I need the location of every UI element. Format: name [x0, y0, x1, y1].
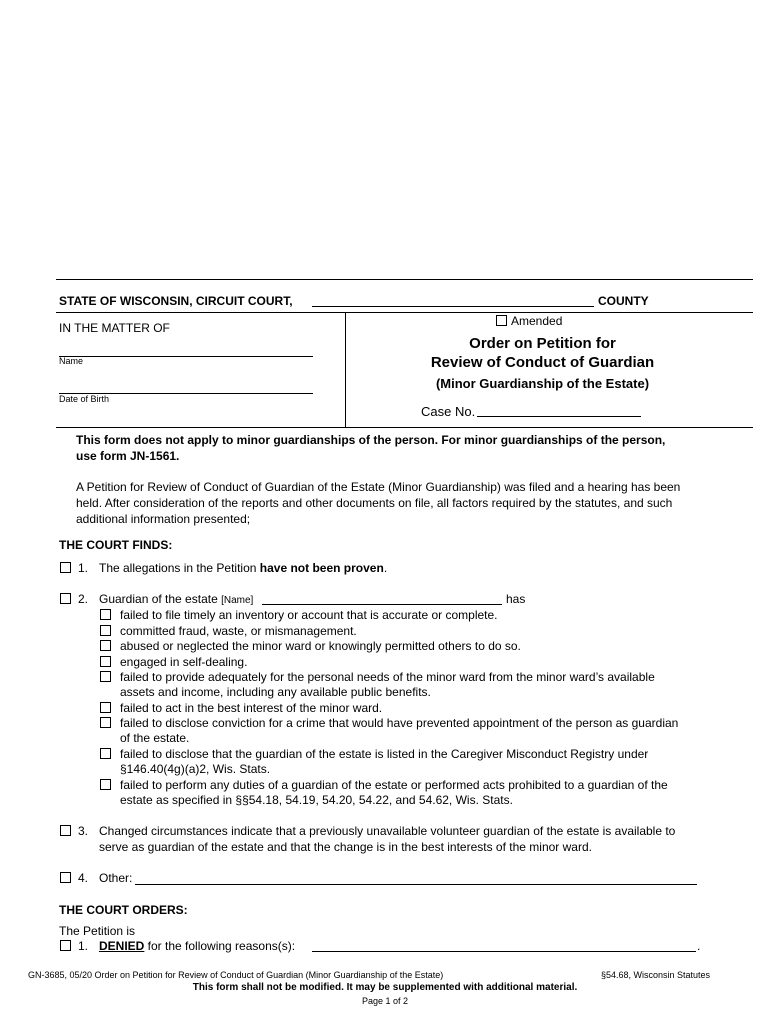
finding-1-number: 1. — [78, 561, 89, 575]
findings-heading: THE COURT FINDS: — [59, 538, 173, 552]
subfinding-1-checkbox[interactable] — [100, 609, 111, 620]
order-1-checkbox[interactable] — [60, 940, 71, 951]
county-name-field[interactable] — [312, 306, 594, 307]
footer-notice: This form shall not be modified. It may be supplemented with additional material. — [192, 982, 578, 993]
subfinding-9-text-line1: failed to perform any duties of a guardian of the estate or performed acts prohibited to a guardian of the — [120, 778, 668, 792]
in-the-matter-of-label: IN THE MATTER OF — [59, 321, 170, 335]
intro-line3: additional information presented; — [76, 512, 251, 526]
orders-heading: THE COURT ORDERS: — [59, 903, 188, 917]
form-title-line2: Review of Conduct of Guardian — [430, 354, 655, 371]
order-1-end: . — [697, 939, 701, 953]
notice-line2: use form JN-1561. — [76, 449, 180, 463]
name-field[interactable] — [59, 356, 313, 357]
order-1-number: 1. — [78, 939, 89, 953]
case-number-field[interactable] — [477, 416, 641, 417]
caption-bottom-rule — [56, 427, 753, 428]
subfinding-7-text-line1: failed to disclose conviction for a crime that would have prevented appointment of the person as guardian — [120, 716, 679, 730]
denial-reasons-field[interactable] — [312, 951, 696, 952]
form-subtitle: (Minor Guardianship of the Estate) — [435, 376, 650, 391]
finding-3-number: 3. — [78, 824, 89, 838]
finding-3-checkbox[interactable] — [60, 825, 71, 836]
finding-2-suffix: has — [506, 592, 526, 606]
other-finding-field[interactable] — [135, 884, 697, 885]
subfinding-7-text-line2: of the estate. — [120, 731, 190, 745]
county-label: COUNTY — [598, 294, 649, 308]
caption-divider — [345, 312, 346, 427]
footer-form-id: GN-3685, 05/20 Order on Petition for Review of Conduct of Guardian (Minor Guardianship of the Estate) — [28, 970, 444, 980]
subfinding-6-checkbox[interactable] — [100, 702, 111, 713]
header-bottom-rule — [56, 312, 753, 313]
subfinding-8-text-line2: §146.40(4g)(a)2, Wis. Stats. — [120, 762, 271, 776]
footer-statute: §54.68, Wisconsin Statutes — [600, 970, 710, 980]
name-hint: [Name] — [221, 595, 254, 606]
subfinding-5-checkbox[interactable] — [100, 671, 111, 682]
finding-2-prefix: Guardian of the estate [Name] — [99, 592, 254, 606]
footer-page-number: Page 1 of 2 — [361, 996, 409, 1006]
finding-1-checkbox[interactable] — [60, 562, 71, 573]
case-number-label: Case No. — [421, 404, 476, 419]
subfinding-2-checkbox[interactable] — [100, 625, 111, 636]
name-label: Name — [59, 356, 84, 366]
order-1-text: DENIED for the following reasons(s): — [99, 939, 296, 953]
header-top-rule — [56, 279, 753, 280]
subfinding-9-text-line2: estate as specified in §§54.18, 54.19, 54.20, 54.22, and 54.62, Wis. Stats. — [120, 793, 513, 807]
subfinding-4-checkbox[interactable] — [100, 656, 111, 667]
petition-is-label: The Petition is — [59, 924, 136, 938]
intro-line1: A Petition for Review of Conduct of Guardian of the Estate (Minor Guardianship) was filed and a hearing has been — [76, 480, 681, 494]
subfinding-1-text: failed to file timely an inventory or account that is accurate or complete. — [120, 608, 498, 622]
finding-3-text-line2: serve as guardian of the estate and that the change is in the best interests of the minor ward. — [99, 840, 592, 854]
form-title-line1: Order on Petition for — [469, 335, 616, 352]
court-prefix: STATE OF WISCONSIN, CIRCUIT COURT, — [59, 294, 293, 308]
guardian-name-field[interactable] — [262, 604, 502, 605]
finding-2-checkbox[interactable] — [60, 593, 71, 604]
intro-line2: held. After consideration of the reports and other documents on file, all factors required by the statutes, and such — [76, 496, 673, 510]
subfinding-2-text: committed fraud, waste, or mismanagement. — [120, 624, 357, 638]
amended-checkbox[interactable] — [496, 315, 507, 326]
subfinding-5-text-line2: assets and income, including any available public benefits. — [120, 685, 431, 699]
subfinding-6-text: failed to act in the best interest of the minor ward. — [120, 701, 383, 715]
subfinding-7-checkbox[interactable] — [100, 717, 111, 728]
subfinding-8-text-line1: failed to disclose that the guardian of the estate is listed in the Caregiver Misconduct Registry under — [120, 747, 649, 761]
amended-label: Amended — [511, 314, 563, 328]
finding-4-checkbox[interactable] — [60, 872, 71, 883]
subfinding-9-checkbox[interactable] — [100, 779, 111, 790]
subfinding-8-checkbox[interactable] — [100, 748, 111, 759]
finding-4-number: 4. — [78, 871, 89, 885]
subfinding-4-text: engaged in self-dealing. — [120, 655, 248, 669]
date-of-birth-label: Date of Birth — [59, 394, 110, 404]
subfinding-3-text: abused or neglected the minor ward or knowingly permitted others to do so. — [120, 639, 521, 653]
notice-line1: This form does not apply to minor guardianships of the person. For minor guardianships of the person, — [76, 433, 666, 447]
subfinding-3-checkbox[interactable] — [100, 640, 111, 651]
finding-4-label: Other: — [99, 871, 133, 885]
finding-3-text-line1: Changed circumstances indicate that a previously unavailable volunteer guardian of the estate is available to — [99, 824, 676, 838]
subfinding-5-text-line1: failed to provide adequately for the personal needs of the minor ward from the minor ward’s available — [120, 670, 655, 684]
finding-2-number: 2. — [78, 592, 89, 606]
finding-1-text: The allegations in the Petition have not been proven. — [99, 561, 388, 575]
